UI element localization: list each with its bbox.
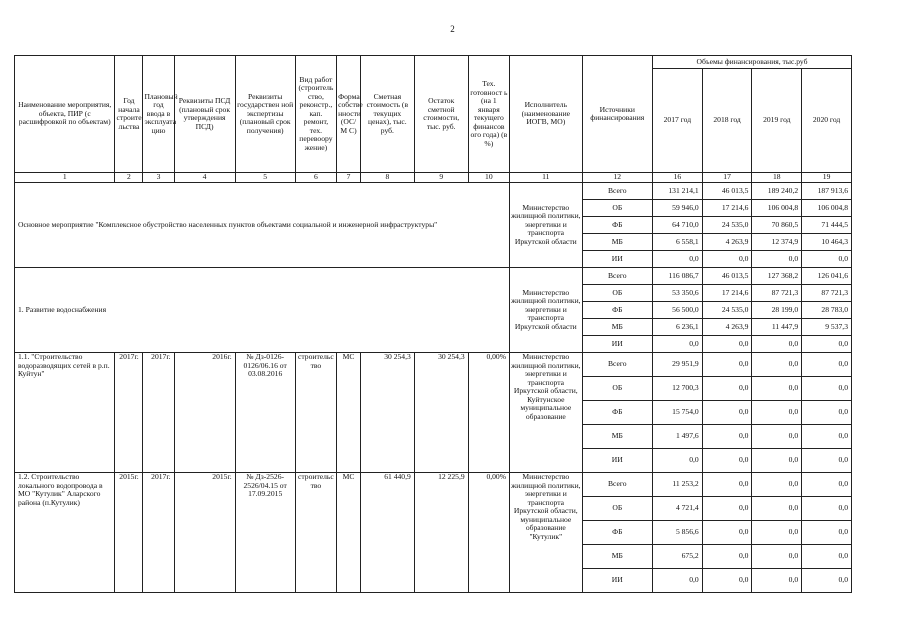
header-year-2019: 2019 год	[752, 69, 802, 173]
column-number: 16	[653, 173, 703, 183]
funding-source: ИИ	[582, 569, 652, 593]
section-executor: Министерство жилищной политики, энергетики и транспорта Иркутской области	[510, 268, 583, 353]
amount-cell: 675,2	[653, 545, 703, 569]
readiness-percent: 0,00%	[468, 353, 509, 473]
amount-cell: 1 497,6	[653, 425, 703, 449]
amount-cell: 0,0	[752, 425, 802, 449]
amount-cell: 0,0	[702, 425, 752, 449]
column-number: 2	[115, 173, 143, 183]
amount-cell: 0,0	[702, 401, 752, 425]
amount-cell: 70 860,5	[752, 217, 802, 234]
amount-cell: 127 368,2	[752, 268, 802, 285]
amount-cell: 0,0	[752, 377, 802, 401]
estimated-cost: 30 254,3	[360, 353, 414, 473]
column-number: 10	[468, 173, 509, 183]
header-work-type: Вид работ (строитель ство, реконстр., кап. ремонт, тех. перевоору жение)	[295, 56, 336, 173]
amount-cell: 17 214,6	[702, 200, 752, 217]
amount-cell: 24 535,0	[702, 302, 752, 319]
amount-cell: 0,0	[752, 473, 802, 497]
amount-cell: 0,0	[702, 377, 752, 401]
object-executor: Министерство жилищной политики, энергетики и транспорта Иркутской области, муниципальное образование "Кутулик"	[510, 473, 583, 593]
start-year: 2017г.	[115, 353, 143, 473]
section-title: Основное мероприятие "Комплексное обустройство населенных пунктов объектами социальной и инженерной инфраструктуры"	[15, 183, 510, 268]
amount-cell: 0,0	[802, 473, 852, 497]
amount-cell: 0,0	[752, 545, 802, 569]
amount-cell: 0,0	[702, 336, 752, 353]
funding-source: ФБ	[582, 217, 652, 234]
amount-cell: 29 951,9	[653, 353, 703, 377]
psd-year: 2016г.	[174, 353, 235, 473]
amount-cell: 0,0	[702, 545, 752, 569]
funding-source: ИИ	[582, 336, 652, 353]
amount-cell: 17 214,6	[702, 285, 752, 302]
funding-source: ОБ	[582, 497, 652, 521]
header-year-2020: 2020 год	[802, 69, 852, 173]
amount-cell: 56 500,0	[653, 302, 703, 319]
amount-cell: 0,0	[702, 473, 752, 497]
amount-cell: 24 535,0	[702, 217, 752, 234]
column-number: 9	[414, 173, 468, 183]
amount-cell: 15 754,0	[653, 401, 703, 425]
amount-cell: 0,0	[802, 521, 852, 545]
column-number: 11	[510, 173, 583, 183]
commission-year: 2017г.	[143, 353, 174, 473]
header-ownership: Форма собстве нности (ОС/М С)	[337, 56, 361, 173]
amount-cell: 53 350,6	[653, 285, 703, 302]
funding-source: МБ	[582, 425, 652, 449]
column-number: 19	[802, 173, 852, 183]
table-row	[15, 353, 852, 377]
amount-cell: 64 710,0	[653, 217, 703, 234]
amount-cell: 0,0	[802, 425, 852, 449]
amount-cell: 106 004,8	[802, 200, 852, 217]
amount-cell: 0,0	[653, 336, 703, 353]
header-estimated-cost: Сметная стоимость (в текущих ценах), тыс. руб.	[360, 56, 414, 173]
object-name: 1.2. Строительство локального водопровода в МО "Кутулик" Аларского района (п.Кутулик)	[15, 473, 115, 593]
amount-cell: 0,0	[702, 497, 752, 521]
column-number: 4	[174, 173, 235, 183]
funding-source: Всего	[582, 353, 652, 377]
amount-cell: 0,0	[752, 569, 802, 593]
funding-source: Всего	[582, 268, 652, 285]
page-number: 2	[450, 24, 455, 34]
amount-cell: 0,0	[802, 251, 852, 268]
header-name: Наименование мероприятия, объекта, ПИР (с расшифровкой по объектам)	[15, 56, 115, 173]
amount-cell: 0,0	[752, 251, 802, 268]
amount-cell: 28 199,0	[752, 302, 802, 319]
ownership-form: МС	[337, 353, 361, 473]
amount-cell: 59 946,0	[653, 200, 703, 217]
header-year-2017: 2017 год	[653, 69, 703, 173]
commission-year: 2017г.	[143, 473, 174, 593]
amount-cell: 10 464,3	[802, 234, 852, 251]
financing-table	[14, 55, 852, 593]
expertise-details: № Дз-2526-2526/04.15 от 17.09.2015	[235, 473, 295, 593]
table-row	[15, 183, 852, 200]
amount-cell: 12 374,9	[752, 234, 802, 251]
funding-source: Всего	[582, 183, 652, 200]
section-executor: Министерство жилищной политики, энергетики и транспорта Иркутской области	[510, 183, 583, 268]
amount-cell: 0,0	[752, 521, 802, 545]
amount-cell: 4 263,9	[702, 234, 752, 251]
amount-cell: 0,0	[802, 545, 852, 569]
amount-cell: 0,0	[653, 569, 703, 593]
header-year-2018: 2018 год	[702, 69, 752, 173]
funding-source: МБ	[582, 319, 652, 336]
column-number: 1	[15, 173, 115, 183]
header-executor: Исполнитель (наименование ИОГВ, МО)	[510, 56, 583, 173]
header-psd: Реквизиты ПСД (плановый срок утверждения ПСД)	[174, 56, 235, 173]
amount-cell: 11 253,2	[653, 473, 703, 497]
amount-cell: 0,0	[702, 353, 752, 377]
amount-cell: 0,0	[752, 497, 802, 521]
amount-cell: 187 913,6	[802, 183, 852, 200]
column-number: 3	[143, 173, 174, 183]
amount-cell: 12 700,3	[653, 377, 703, 401]
amount-cell: 189 240,2	[752, 183, 802, 200]
funding-source: ИИ	[582, 449, 652, 473]
amount-cell: 0,0	[653, 251, 703, 268]
funding-source: ОБ	[582, 285, 652, 302]
header-remaining-cost: Остаток сметной стоимости, тыс. руб.	[414, 56, 468, 173]
amount-cell: 0,0	[802, 336, 852, 353]
amount-cell: 11 447,9	[752, 319, 802, 336]
amount-cell: 87 721,3	[752, 285, 802, 302]
amount-cell: 0,0	[653, 449, 703, 473]
header-sources: Источники финансирования	[582, 56, 652, 173]
amount-cell: 106 004,8	[752, 200, 802, 217]
table-row	[15, 268, 852, 285]
amount-cell: 0,0	[702, 521, 752, 545]
amount-cell: 0,0	[702, 449, 752, 473]
ownership-form: МС	[337, 473, 361, 593]
amount-cell: 46 013,5	[702, 268, 752, 285]
amount-cell: 6 236,1	[653, 319, 703, 336]
amount-cell: 0,0	[702, 251, 752, 268]
amount-cell: 28 783,0	[802, 302, 852, 319]
section-title: 1. Развитие водоснабжения	[15, 268, 510, 353]
funding-source: МБ	[582, 234, 652, 251]
readiness-percent: 0,00%	[468, 473, 509, 593]
amount-cell: 0,0	[802, 569, 852, 593]
funding-source: ФБ	[582, 302, 652, 319]
funding-source: ФБ	[582, 521, 652, 545]
header-readiness: Тех. готовност ь (на 1 января текущего финансов ого года) (в %)	[468, 56, 509, 173]
column-number: 6	[295, 173, 336, 183]
column-number: 5	[235, 173, 295, 183]
amount-cell: 0,0	[802, 449, 852, 473]
column-number: 8	[360, 173, 414, 183]
header-expertise: Реквизиты государствен ной экспертизы (плановый срок получения)	[235, 56, 295, 173]
amount-cell: 5 856,6	[653, 521, 703, 545]
amount-cell: 0,0	[752, 401, 802, 425]
column-number: 7	[337, 173, 361, 183]
amount-cell: 4 721,4	[653, 497, 703, 521]
expertise-details: № Дз-0126-0126/06.16 от 03.08.2016	[235, 353, 295, 473]
column-number: 18	[752, 173, 802, 183]
amount-cell: 0,0	[802, 497, 852, 521]
psd-year: 2015г.	[174, 473, 235, 593]
amount-cell: 87 721,3	[802, 285, 852, 302]
amount-cell: 126 041,6	[802, 268, 852, 285]
amount-cell: 9 537,3	[802, 319, 852, 336]
column-number: 17	[702, 173, 752, 183]
work-type: строительс тво	[295, 473, 336, 593]
amount-cell: 0,0	[702, 569, 752, 593]
amount-cell: 0,0	[752, 336, 802, 353]
funding-source: ОБ	[582, 200, 652, 217]
remaining-cost: 30 254,3	[414, 353, 468, 473]
funding-source: Всего	[582, 473, 652, 497]
remaining-cost: 12 225,9	[414, 473, 468, 593]
amount-cell: 71 444,5	[802, 217, 852, 234]
object-name: 1.1. "Строительство водоразводящих сетей в р.п. Куйтун"	[15, 353, 115, 473]
header-start-year: Год начала строите льства	[115, 56, 143, 173]
table-row	[15, 473, 852, 497]
amount-cell: 46 013,5	[702, 183, 752, 200]
estimated-cost: 61 440,9	[360, 473, 414, 593]
start-year: 2015г.	[115, 473, 143, 593]
funding-source: МБ	[582, 545, 652, 569]
header-commission-year: Плановый год ввода в эксплуата цию	[143, 56, 174, 173]
column-number: 12	[582, 173, 652, 183]
amount-cell: 0,0	[752, 449, 802, 473]
amount-cell: 0,0	[752, 353, 802, 377]
funding-source: ИИ	[582, 251, 652, 268]
funding-source: ФБ	[582, 401, 652, 425]
amount-cell: 4 263,9	[702, 319, 752, 336]
object-executor: Министерство жилищной политики, энергетики и транспорта Иркутской области, Куйтунское муниципальное образование	[510, 353, 583, 473]
amount-cell: 131 214,1	[653, 183, 703, 200]
amount-cell: 116 086,7	[653, 268, 703, 285]
funding-source: ОБ	[582, 377, 652, 401]
amount-cell: 0,0	[802, 401, 852, 425]
amount-cell: 6 558,1	[653, 234, 703, 251]
column-number-row	[15, 173, 852, 183]
amount-cell: 0,0	[802, 353, 852, 377]
header-volumes: Объемы финансирования, тыс.руб	[653, 56, 852, 69]
amount-cell: 0,0	[802, 377, 852, 401]
work-type: строительс тво	[295, 353, 336, 473]
